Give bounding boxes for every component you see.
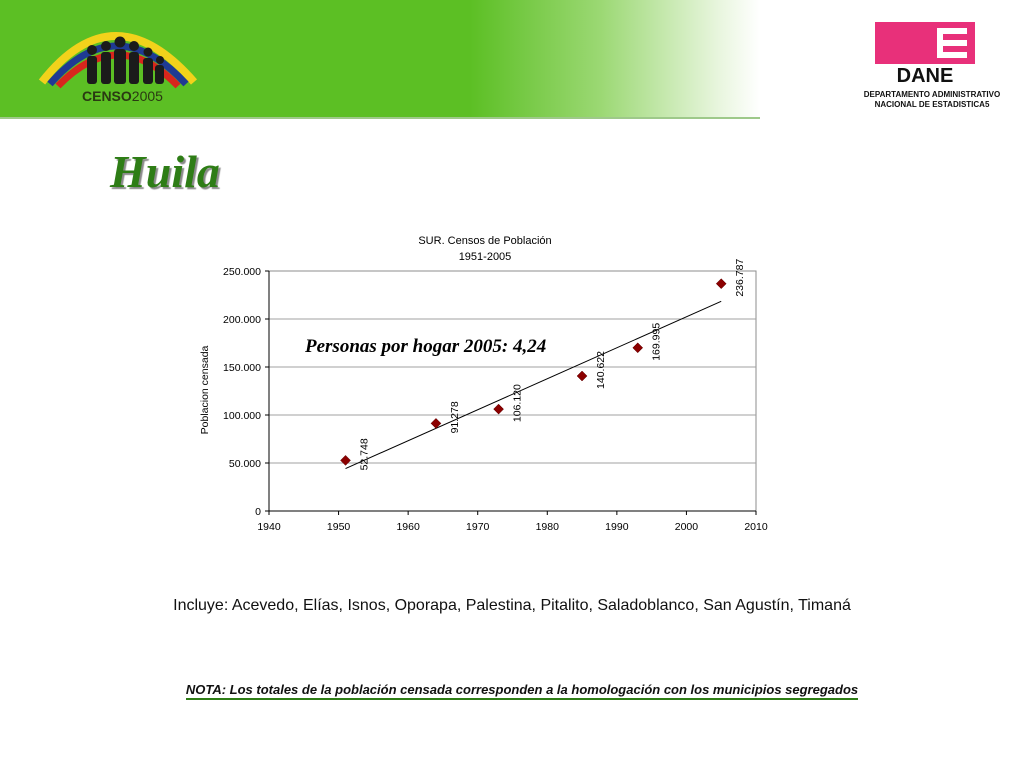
nota-text: NOTA: Los totales de la población censada corresponden a la homologación con los municipios segregados <box>186 682 858 700</box>
page-title: Huila <box>110 146 220 197</box>
x-tick-label: 1980 <box>535 521 559 533</box>
y-tick-label: 100.000 <box>223 410 261 422</box>
y-tick-label: 0 <box>255 506 261 518</box>
dane-subtitle <box>852 90 1012 110</box>
data-label: 52.748 <box>358 438 371 471</box>
chart-subtitle: 1951-2005 <box>458 251 512 263</box>
data-label: 91.278 <box>448 401 461 434</box>
x-tick-label: 1970 <box>466 521 490 533</box>
dane-subtitle-line1: DEPARTAMENTO ADMINISTRATIVO <box>863 90 1001 99</box>
nota <box>0 682 1024 697</box>
trendline <box>346 301 722 471</box>
x-tick-label: 2000 <box>674 521 699 533</box>
plot-area <box>223 259 768 533</box>
included-municipalities: Incluye: Acevedo, Elías, Isnos, Oporapa, Palestina, Pitalito, Saladoblanco, San Agustín, Timaná <box>173 597 851 614</box>
censo-logo-text: CENSO2005 <box>82 88 163 104</box>
data-point <box>341 455 351 465</box>
x-tick-label: 1950 <box>326 521 351 533</box>
y-tick-label: 250.000 <box>223 266 261 278</box>
x-tick-label: 2010 <box>744 521 768 533</box>
data-point <box>716 279 726 289</box>
population-chart <box>180 225 780 545</box>
dane-logo-text: DANE <box>896 65 954 84</box>
data-label: 140.622 <box>595 351 608 389</box>
chart-title: SUR. Censos de Población <box>418 235 552 247</box>
data-label: 106.120 <box>511 384 524 423</box>
x-tick-label: 1960 <box>396 521 420 533</box>
data-point <box>577 371 587 381</box>
x-tick-label: 1940 <box>257 521 281 533</box>
chart-annotation: Personas por hogar 2005: 4,24 <box>305 336 547 357</box>
data-label: 236.787 <box>734 258 747 297</box>
y-axis-label: Poblacion censada <box>199 345 211 435</box>
y-tick-label: 50.000 <box>228 458 261 470</box>
y-tick-label: 200.000 <box>223 314 261 326</box>
x-tick-label: 1990 <box>605 521 629 533</box>
data-point <box>494 404 504 414</box>
dane-logo <box>875 22 975 84</box>
data-point <box>633 343 643 353</box>
dane-subtitle-line2: NACIONAL DE ESTADISTICA5 <box>874 100 990 109</box>
data-label: 169.995 <box>650 322 663 361</box>
header-divider <box>0 117 760 119</box>
y-tick-label: 150.000 <box>223 362 261 374</box>
